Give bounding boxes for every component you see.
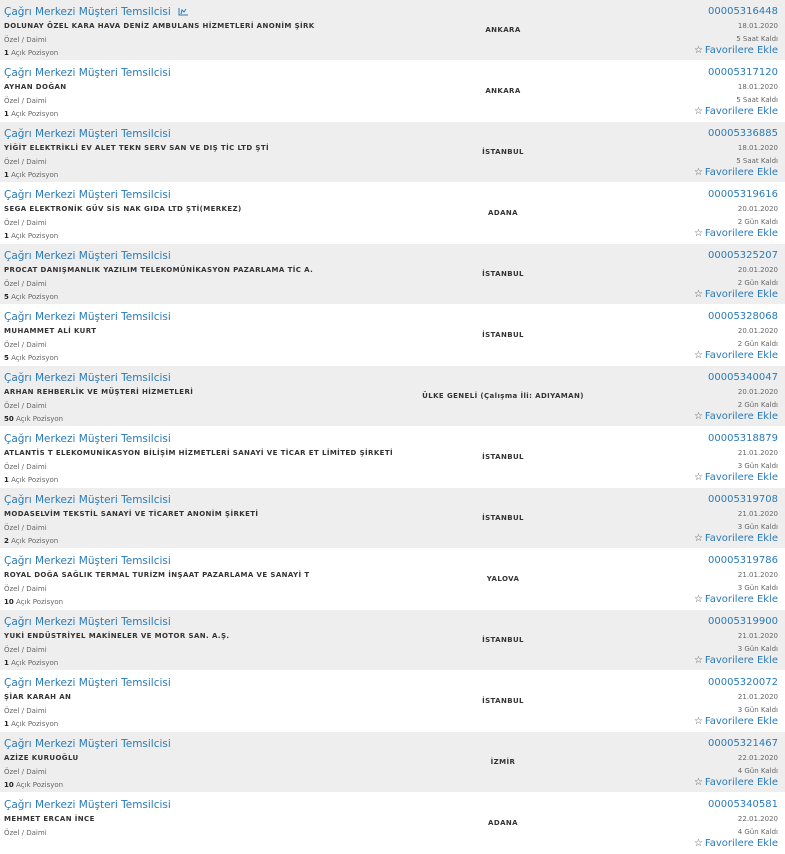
star-outline-icon: ☆ xyxy=(693,655,703,666)
star-outline-icon: ☆ xyxy=(693,716,703,727)
posting-date: 21.01.2020 xyxy=(737,693,778,701)
job-listing-row xyxy=(0,0,785,61)
job-listing-row xyxy=(0,610,785,671)
job-city: ADANA xyxy=(488,819,518,827)
add-to-favorites-label: Favorilere Ekle xyxy=(704,45,778,56)
job-title-text: Çağrı Merkezi Müşteri Temsilcisi xyxy=(4,372,171,384)
time-remaining: 2 Gün Kaldı xyxy=(737,340,778,348)
add-to-favorites-label: Favorilere Ekle xyxy=(704,106,778,117)
ad-number-link[interactable]: 00005320072 xyxy=(708,677,778,688)
add-to-favorites-button[interactable] xyxy=(694,106,778,117)
open-positions xyxy=(4,476,58,484)
star-outline-icon: ☆ xyxy=(693,594,703,605)
job-title-link[interactable] xyxy=(4,616,171,628)
employment-type: Özel / Daimi xyxy=(4,219,47,227)
add-to-favorites-button[interactable] xyxy=(694,655,778,666)
add-to-favorites-label: Favorilere Ekle xyxy=(704,777,778,788)
ad-number-link[interactable]: 00005336885 xyxy=(708,128,778,139)
open-positions-label: Açık Pozisyon xyxy=(11,49,59,57)
star-outline-icon: ☆ xyxy=(693,411,703,422)
open-positions xyxy=(4,659,58,667)
ad-number-link[interactable]: 00005319616 xyxy=(708,189,778,200)
job-listing-row xyxy=(0,122,785,183)
add-to-favorites-label: Favorilere Ekle xyxy=(704,655,778,666)
employment-type: Özel / Daimi xyxy=(4,402,47,410)
posting-date: 22.01.2020 xyxy=(737,815,778,823)
open-positions-count: 1 xyxy=(4,232,9,240)
posting-date: 21.01.2020 xyxy=(737,632,778,640)
open-positions-count: 5 xyxy=(4,293,9,301)
job-title-text: Çağrı Merkezi Müşteri Temsilcisi xyxy=(4,6,171,18)
add-to-favorites-label: Favorilere Ekle xyxy=(704,350,778,361)
time-remaining: 5 Saat Kaldı xyxy=(736,35,778,43)
job-city: İSTANBUL xyxy=(482,514,524,522)
job-title-link[interactable] xyxy=(4,311,171,323)
time-remaining: 4 Gün Kaldı xyxy=(737,828,778,836)
job-title-text: Çağrı Merkezi Müşteri Temsilcisi xyxy=(4,311,171,323)
time-remaining: 4 Gün Kaldı xyxy=(737,767,778,775)
ad-number-link[interactable]: 00005318879 xyxy=(708,433,778,444)
add-to-favorites-button[interactable] xyxy=(694,228,778,239)
job-city: İZMİR xyxy=(490,758,516,766)
job-listing-row xyxy=(0,671,785,732)
open-positions-label: Açık Pozisyon xyxy=(11,110,59,118)
star-outline-icon: ☆ xyxy=(693,106,703,117)
job-listing-row xyxy=(0,305,785,366)
job-title-text: Çağrı Merkezi Müşteri Temsilcisi xyxy=(4,250,171,262)
employment-type: Özel / Daimi xyxy=(4,158,47,166)
company-name: YUKİ ENDÜSTRİYEL MAKİNELER VE MOTOR SAN. A.Ş. xyxy=(4,632,230,640)
time-remaining: 2 Gün Kaldı xyxy=(737,279,778,287)
add-to-favorites-label: Favorilere Ekle xyxy=(704,228,778,239)
star-outline-icon: ☆ xyxy=(693,289,703,300)
job-title-link[interactable] xyxy=(4,128,171,140)
employment-type: Özel / Daimi xyxy=(4,280,47,288)
company-name: DOLUNAY ÖZEL KARA HAVA DENİZ AMBULANS HİZMETLERİ ANONİM ŞİRK xyxy=(4,22,315,30)
employment-type: Özel / Daimi xyxy=(4,97,47,105)
add-to-favorites-label: Favorilere Ekle xyxy=(704,838,778,849)
ad-number-link[interactable]: 00005321467 xyxy=(708,738,778,749)
add-to-favorites-label: Favorilere Ekle xyxy=(704,411,778,422)
job-listing-row xyxy=(0,732,785,793)
add-to-favorites-button[interactable] xyxy=(694,167,778,178)
job-title-text: Çağrı Merkezi Müşteri Temsilcisi xyxy=(4,128,171,140)
job-title-link[interactable] xyxy=(4,738,171,750)
job-city: İSTANBUL xyxy=(482,331,524,339)
open-positions xyxy=(4,598,63,606)
employment-type: Özel / Daimi xyxy=(4,707,47,715)
job-listing-row xyxy=(0,427,785,488)
job-title-link[interactable] xyxy=(4,677,171,689)
ad-number-link[interactable]: 00005319786 xyxy=(708,555,778,566)
add-to-favorites-label: Favorilere Ekle xyxy=(704,716,778,727)
open-positions xyxy=(4,781,63,789)
job-listing-row xyxy=(0,793,785,854)
star-outline-icon: ☆ xyxy=(693,472,703,483)
employment-type: Özel / Daimi xyxy=(4,585,47,593)
job-title-link[interactable] xyxy=(4,189,171,201)
job-listing-row xyxy=(0,549,785,610)
job-city: ANKARA xyxy=(485,87,521,95)
star-outline-icon: ☆ xyxy=(693,167,703,178)
posting-date: 18.01.2020 xyxy=(737,22,778,30)
add-to-favorites-button[interactable] xyxy=(694,411,778,422)
company-name: MEHMET ERCAN İNCE xyxy=(4,815,95,823)
open-positions-count: 50 xyxy=(4,415,14,423)
open-positions-count: 1 xyxy=(4,659,9,667)
company-name: YİĞİT ELEKTRİKLİ EV ALET TEKN SERV SAN VE DIŞ TİC LTD ŞTİ xyxy=(4,144,270,152)
employment-type: Özel / Daimi xyxy=(4,768,47,776)
posting-date: 20.01.2020 xyxy=(737,327,778,335)
add-to-favorites-button[interactable] xyxy=(694,777,778,788)
open-positions-label: Açık Pozisyon xyxy=(11,476,59,484)
star-outline-icon: ☆ xyxy=(693,533,703,544)
open-positions-count: 1 xyxy=(4,476,9,484)
ad-number-link[interactable]: 00005340581 xyxy=(708,799,778,810)
job-city: ANKARA xyxy=(485,26,521,34)
open-positions xyxy=(4,354,58,362)
job-title-link[interactable] xyxy=(4,250,171,262)
ad-number-link[interactable]: 00005340047 xyxy=(708,372,778,383)
posting-date: 20.01.2020 xyxy=(737,266,778,274)
job-title-text: Çağrı Merkezi Müşteri Temsilcisi xyxy=(4,67,171,79)
job-city: ADANA xyxy=(488,209,518,217)
job-listing-row xyxy=(0,488,785,549)
open-positions-count: 1 xyxy=(4,720,9,728)
add-to-favorites-label: Favorilere Ekle xyxy=(704,167,778,178)
company-name: MODASELVİM TEKSTİL SANAYİ VE TİCARET ANONİM ŞİRKETİ xyxy=(4,510,259,518)
posting-date: 20.01.2020 xyxy=(737,388,778,396)
job-title-link[interactable] xyxy=(4,372,171,384)
open-positions xyxy=(4,110,58,118)
add-to-favorites-button[interactable] xyxy=(694,838,778,849)
employment-type: Özel / Daimi xyxy=(4,524,47,532)
job-city: İSTANBUL xyxy=(482,453,524,461)
company-name: PROCAT DANIŞMANLIK YAZILIM TELEKOMÜNİKASYON PAZARLAMA TİC A. xyxy=(4,266,314,274)
company-name: ATLANTİS T ELEKOMUNİKASYON BİLİŞİM HİZMETLERİ SANAYİ VE TİCAR ET LİMİTED ŞİRKETİ xyxy=(4,449,394,457)
open-positions-count: 1 xyxy=(4,49,9,57)
company-name: ARHAN REHBERLİK VE MÜŞTERİ HİZMETLERİ xyxy=(4,388,194,396)
company-name: AYHAN DOĞAN xyxy=(4,83,67,91)
time-remaining: 3 Gün Kaldı xyxy=(737,706,778,714)
job-title-text: Çağrı Merkezi Müşteri Temsilcisi xyxy=(4,555,171,567)
open-positions xyxy=(4,49,58,57)
open-positions-count: 1 xyxy=(4,171,9,179)
job-city: İSTANBUL xyxy=(482,636,524,644)
add-to-favorites-button[interactable] xyxy=(694,45,778,56)
open-positions-label: Açık Pozisyon xyxy=(15,781,64,789)
open-positions-label: Açık Pozisyon xyxy=(15,415,64,423)
time-remaining: 3 Gün Kaldı xyxy=(737,462,778,470)
time-remaining: 5 Saat Kaldı xyxy=(736,96,778,104)
ad-number-link[interactable]: 00005319708 xyxy=(708,494,778,505)
add-to-favorites-button[interactable] xyxy=(694,289,778,300)
open-positions-count: 5 xyxy=(4,354,9,362)
open-positions xyxy=(4,720,58,728)
open-positions-count: 2 xyxy=(4,537,9,545)
job-title-text: Çağrı Merkezi Müşteri Temsilcisi xyxy=(4,738,171,750)
time-remaining: 3 Gün Kaldı xyxy=(737,523,778,531)
job-city: İSTANBUL xyxy=(482,697,524,705)
time-remaining: 2 Gün Kaldı xyxy=(737,401,778,409)
job-city: ÜLKE GENELİ (Çalışma İli: ADIYAMAN) xyxy=(422,392,584,400)
employment-type: Özel / Daimi xyxy=(4,341,47,349)
star-outline-icon: ☆ xyxy=(693,45,703,56)
job-title-text: Çağrı Merkezi Müşteri Temsilcisi xyxy=(4,677,171,689)
open-positions xyxy=(4,171,58,179)
time-remaining: 3 Gün Kaldı xyxy=(737,584,778,592)
job-title-link[interactable] xyxy=(4,6,189,19)
ad-number-link[interactable]: 00005316448 xyxy=(708,6,778,17)
star-outline-icon: ☆ xyxy=(693,350,703,361)
add-to-favorites-button[interactable] xyxy=(694,533,778,544)
open-positions xyxy=(4,415,63,423)
company-name: ŞİAR KARAH AN xyxy=(4,693,72,701)
ad-number-link[interactable]: 00005317120 xyxy=(708,67,778,78)
add-to-favorites-label: Favorilere Ekle xyxy=(704,594,778,605)
job-listing-row xyxy=(0,244,785,305)
open-positions-label: Açık Pozisyon xyxy=(11,537,59,545)
open-positions-count: 10 xyxy=(4,598,14,606)
employment-type: Özel / Daimi xyxy=(4,646,47,654)
job-title-text: Çağrı Merkezi Müşteri Temsilcisi xyxy=(4,189,171,201)
posting-date: 18.01.2020 xyxy=(737,83,778,91)
job-city: İSTANBUL xyxy=(482,270,524,278)
add-to-favorites-label: Favorilere Ekle xyxy=(704,472,778,483)
job-title-link[interactable] xyxy=(4,494,171,506)
job-title-text: Çağrı Merkezi Müşteri Temsilcisi xyxy=(4,616,171,628)
posting-date: 21.01.2020 xyxy=(737,571,778,579)
accessibility-icon xyxy=(177,7,189,19)
add-to-favorites-label: Favorilere Ekle xyxy=(704,289,778,300)
company-name: ROYAL DOĞA SAĞLIK TERMAL TURİZM İNŞAAT PAZARLAMA VE SANAYİ T xyxy=(4,571,310,579)
add-to-favorites-button[interactable] xyxy=(694,472,778,483)
open-positions-label: Açık Pozisyon xyxy=(11,293,59,301)
star-outline-icon: ☆ xyxy=(693,777,703,788)
job-title-text: Çağrı Merkezi Müşteri Temsilcisi xyxy=(4,799,171,811)
add-to-favorites-button[interactable] xyxy=(694,594,778,605)
employment-type: Özel / Daimi xyxy=(4,829,47,837)
open-positions-label: Açık Pozisyon xyxy=(11,232,59,240)
company-name: MUHAMMET ALİ KURT xyxy=(4,327,97,335)
job-title-link[interactable] xyxy=(4,555,171,567)
company-name: AZİZE KURUOĞLU xyxy=(4,754,79,762)
job-listing-row xyxy=(0,61,785,122)
add-to-favorites-label: Favorilere Ekle xyxy=(704,533,778,544)
open-positions xyxy=(4,293,58,301)
posting-date: 21.01.2020 xyxy=(737,510,778,518)
open-positions-label: Açık Pozisyon xyxy=(15,598,64,606)
ad-number-link[interactable]: 00005319900 xyxy=(708,616,778,627)
open-positions-label: Açık Pozisyon xyxy=(11,659,59,667)
job-city: YALOVA xyxy=(486,575,520,583)
open-positions-label: Açık Pozisyon xyxy=(11,171,59,179)
ad-number-link[interactable]: 00005328068 xyxy=(708,311,778,322)
posting-date: 18.01.2020 xyxy=(737,144,778,152)
employment-type: Özel / Daimi xyxy=(4,36,47,44)
open-positions xyxy=(4,232,58,240)
job-title-text: Çağrı Merkezi Müşteri Temsilcisi xyxy=(4,494,171,506)
job-title-link[interactable] xyxy=(4,67,171,79)
open-positions-label: Açık Pozisyon xyxy=(11,720,59,728)
ad-number-link[interactable]: 00005325207 xyxy=(708,250,778,261)
open-positions-count: 10 xyxy=(4,781,14,789)
job-title-link[interactable] xyxy=(4,799,171,811)
star-outline-icon: ☆ xyxy=(693,228,703,239)
job-title-link[interactable] xyxy=(4,433,171,445)
open-positions-label: Açık Pozisyon xyxy=(11,354,59,362)
job-city: İSTANBUL xyxy=(482,148,524,156)
add-to-favorites-button[interactable] xyxy=(694,350,778,361)
star-outline-icon: ☆ xyxy=(693,838,703,849)
job-listing-row xyxy=(0,183,785,244)
job-listing-row xyxy=(0,366,785,427)
employment-type: Özel / Daimi xyxy=(4,463,47,471)
time-remaining: 2 Gün Kaldı xyxy=(737,218,778,226)
posting-date: 22.01.2020 xyxy=(737,754,778,762)
time-remaining: 3 Gün Kaldı xyxy=(737,645,778,653)
open-positions-count: 1 xyxy=(4,110,9,118)
job-title-text: Çağrı Merkezi Müşteri Temsilcisi xyxy=(4,433,171,445)
posting-date: 21.01.2020 xyxy=(737,449,778,457)
company-name: SEGA ELEKTRONİK GÜV SİS NAK GIDA LTD ŞTİ(MERKEZ) xyxy=(4,205,242,213)
posting-date: 20.01.2020 xyxy=(737,205,778,213)
open-positions xyxy=(4,537,58,545)
add-to-favorites-button[interactable] xyxy=(694,716,778,727)
time-remaining: 5 Saat Kaldı xyxy=(736,157,778,165)
